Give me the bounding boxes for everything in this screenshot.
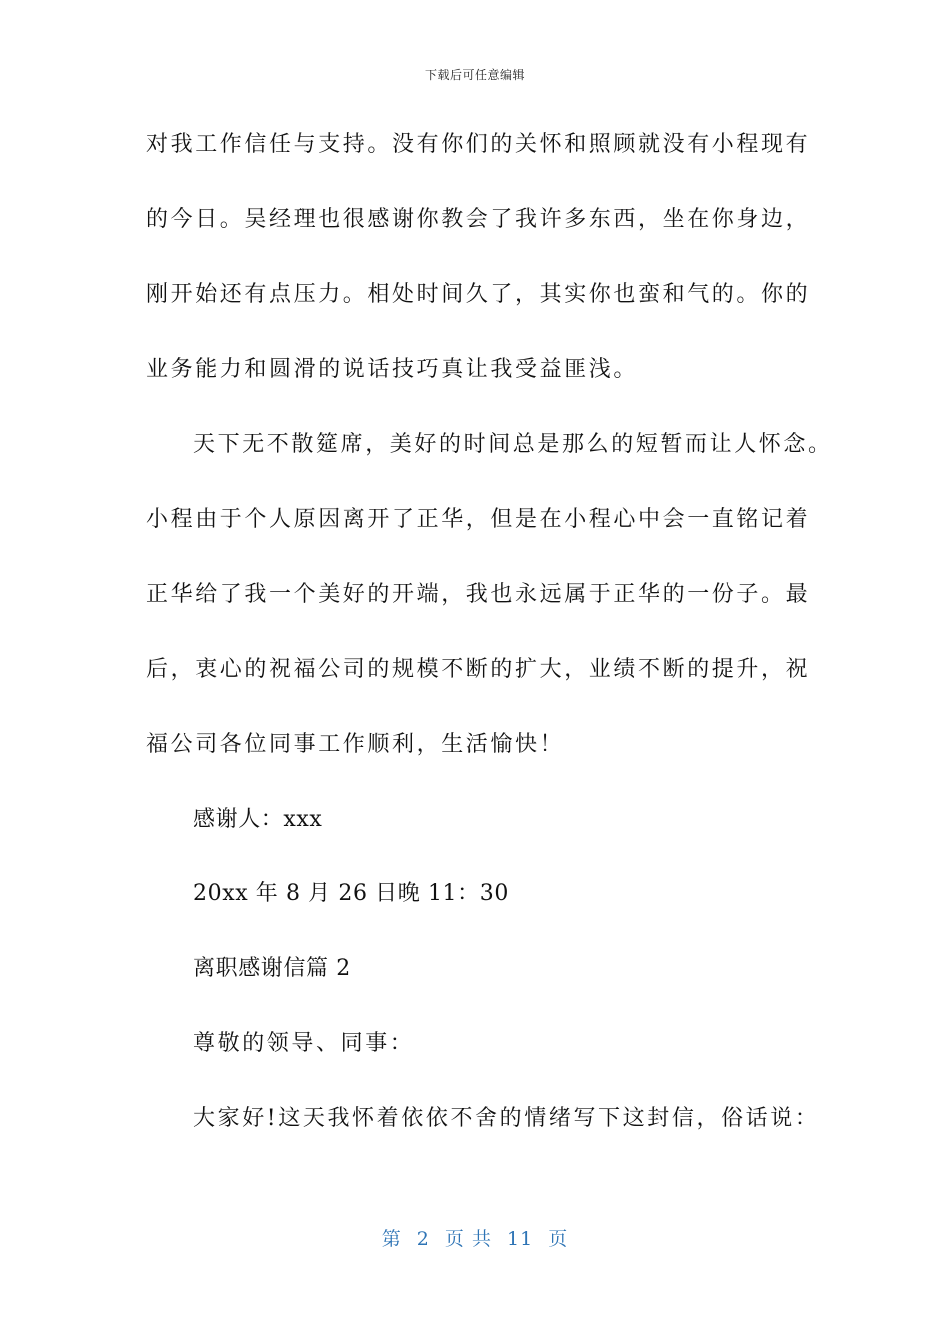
signature-line: 感谢人：xxx — [193, 807, 323, 832]
salutation-line: 尊敬的领导、同事： — [193, 1031, 415, 1056]
paragraph-line-5: 天下无不散筵席，美好的时间总是那么的短暂而让人怀念。 — [193, 432, 833, 457]
section-title: 离职感谢信篇 2 — [193, 956, 351, 981]
date-line: 20xx 年 8 月 26 日晚 11：30 — [193, 881, 509, 906]
footer-suffix: 页 — [548, 1228, 569, 1250]
footer-page-number: 2 — [416, 1228, 430, 1250]
paragraph-line-3: 刚开始还有点压力。相处时间久了，其实你也蛮和气的。你的 — [146, 282, 811, 307]
paragraph-line-7: 正华给了我一个美好的开端，我也永远属于正华的一份子。最 — [146, 582, 811, 607]
paragraph-line-6: 小程由于个人原因离开了正华，但是在小程心中会一直铭记着 — [146, 507, 811, 532]
page-footer — [0, 1224, 950, 1251]
paragraph-line-8: 后，衷心的祝福公司的规模不断的扩大，业绩不断的提升，祝 — [146, 657, 811, 682]
footer-total-pages: 11 — [507, 1228, 534, 1250]
paragraph-line-2: 的今日。吴经理也很感谢你教会了我许多东西，坐在你身边， — [146, 207, 811, 232]
footer-middle: 页 共 — [444, 1228, 492, 1250]
page-header: 下载后可任意编辑 — [424, 68, 525, 82]
paragraph-line-4: 业务能力和圆滑的说话技巧真让我受益匪浅。 — [146, 357, 639, 382]
paragraph-line-14: 大家好!这天我怀着依依不舍的情绪写下这封信，俗话说： — [193, 1106, 820, 1131]
paragraph-line-1: 对我工作信任与支持。没有你们的关怀和照顾就没有小程现有 — [146, 132, 811, 157]
paragraph-line-9: 福公司各位同事工作顺利，生活愉快！ — [146, 732, 565, 757]
footer-prefix: 第 — [381, 1228, 402, 1250]
